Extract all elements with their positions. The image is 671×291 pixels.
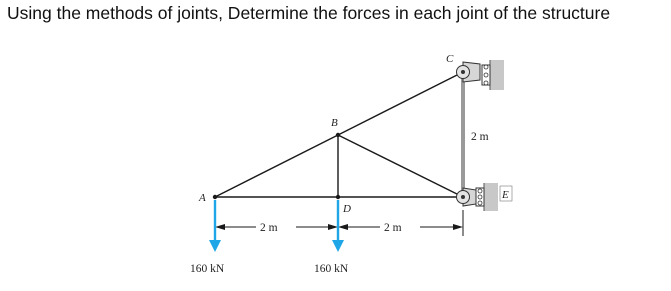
member-bc — [338, 72, 463, 135]
dim-arrow-icon — [215, 224, 225, 230]
pin-support-c — [457, 62, 481, 82]
label-joint-a: A — [199, 192, 206, 204]
joint-d-node — [336, 195, 340, 199]
load-a-label: 160 kN — [190, 263, 225, 275]
dim-ad-label: 2 m — [260, 222, 278, 234]
joint-a-node — [213, 195, 217, 199]
wall-support-c — [482, 60, 504, 90]
load-d-label: 160 kN — [314, 263, 349, 275]
label-joint-c: C — [446, 53, 454, 65]
question-text: Using the methods of joints, Determine the forces in each joint of the structure — [7, 3, 611, 23]
pin-support-e — [457, 188, 477, 206]
dim-de-label: 2 m — [384, 222, 402, 234]
label-joint-e: E — [502, 189, 509, 201]
dim-arrow-icon — [338, 224, 348, 230]
dim-arrow-icon — [453, 224, 463, 230]
label-joint-b: B — [331, 117, 338, 129]
wall-support-e — [476, 183, 498, 211]
arrow-down-icon — [209, 240, 221, 252]
joint-b-node — [336, 133, 340, 137]
dim-ce-label: 2 m — [471, 131, 489, 143]
member-ab — [215, 135, 338, 197]
label-joint-d: D — [343, 203, 351, 215]
arrow-down-icon — [332, 240, 344, 252]
member-be — [338, 135, 463, 197]
dim-arrow-icon — [328, 224, 338, 230]
